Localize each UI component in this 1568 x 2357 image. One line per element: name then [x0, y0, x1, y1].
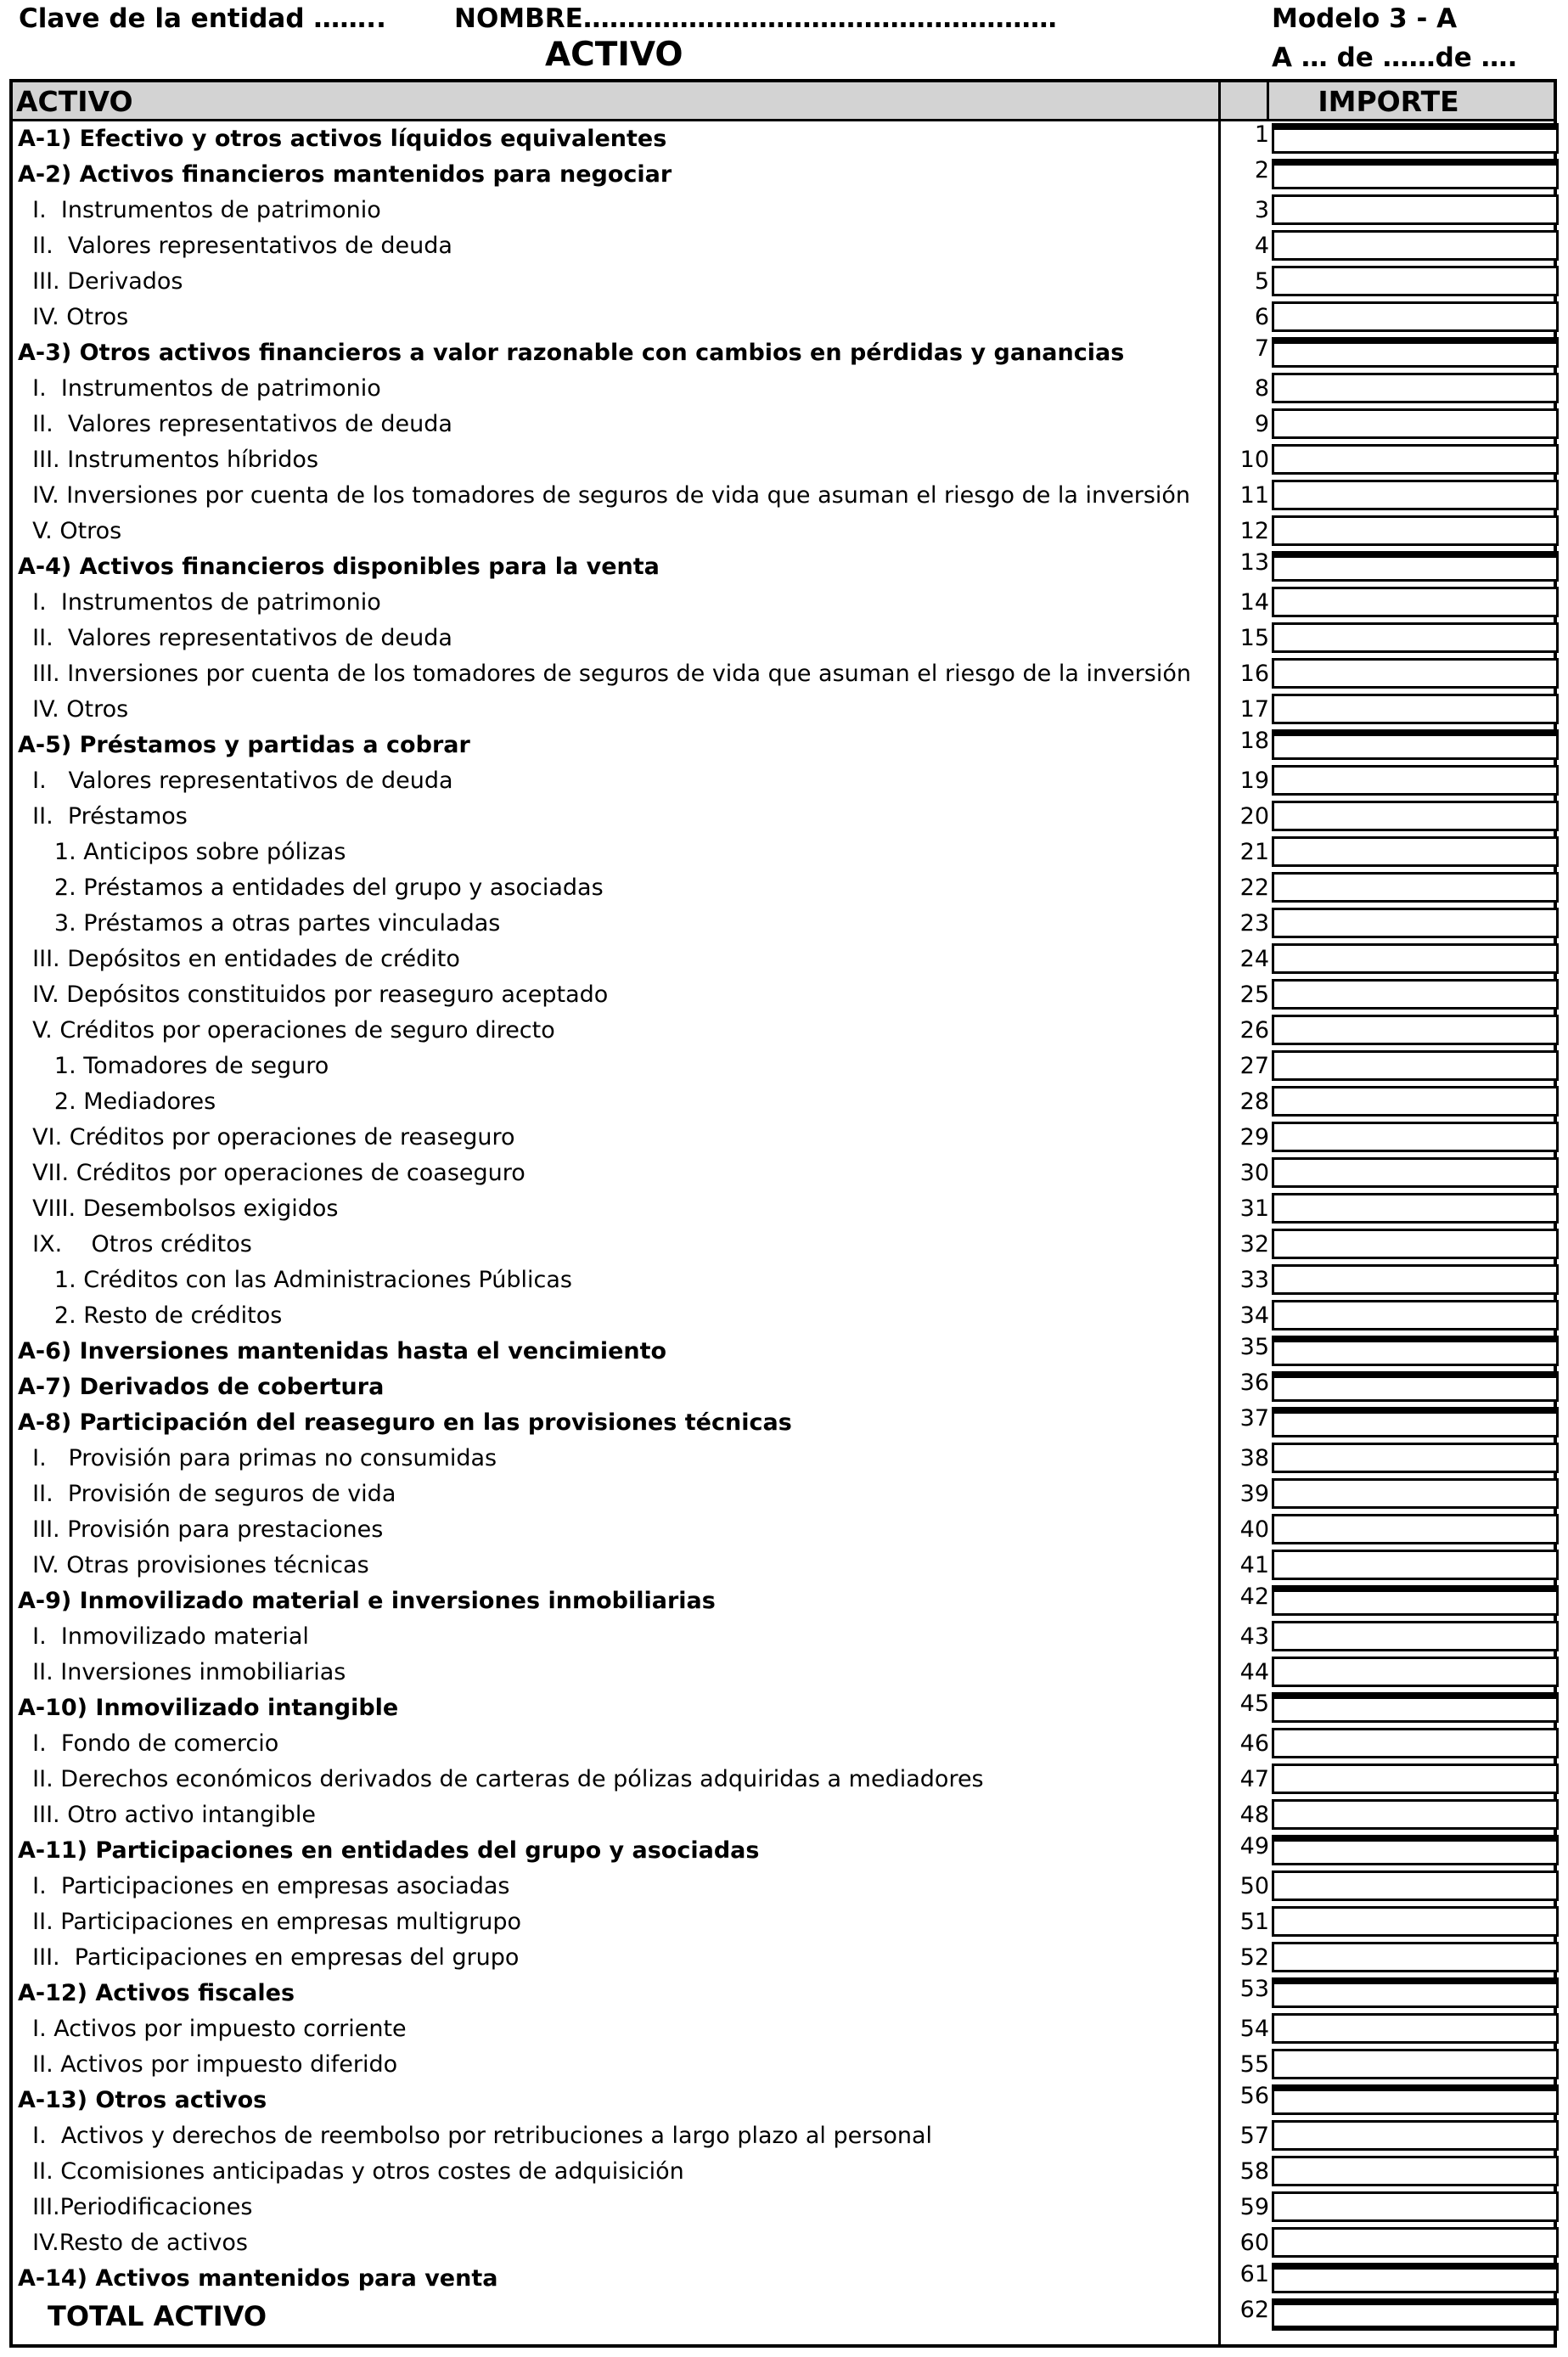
importe-input[interactable]	[1272, 408, 1559, 439]
table-row	[13, 157, 1554, 193]
importe-input[interactable]	[1272, 765, 1559, 796]
row-label: III. Inversiones por cuenta de los tomadores de seguros de vida que asuman el riesgo de la inversión	[18, 661, 1191, 687]
importe-input[interactable]	[1272, 1728, 1559, 1758]
table-row	[13, 1370, 1554, 1405]
row-number: 13	[1239, 549, 1269, 576]
importe-input[interactable]	[1272, 729, 1559, 760]
table-row	[13, 1726, 1554, 1762]
table-row	[13, 228, 1554, 264]
row-number: 2	[1254, 157, 1269, 183]
row-number: 16	[1239, 661, 1269, 687]
importe-input[interactable]	[1272, 2084, 1559, 2115]
table-row	[13, 1976, 1554, 2011]
row-label: A-6) Inversiones mantenidas hasta el vencimiento	[18, 1338, 667, 1364]
table-header	[13, 82, 1554, 121]
row-number: 44	[1239, 1659, 1269, 1685]
table-row	[13, 2011, 1554, 2047]
table-row	[13, 1904, 1554, 1940]
table-row	[13, 656, 1554, 692]
importe-input[interactable]	[1272, 2227, 1559, 2258]
table-row	[13, 1156, 1554, 1191]
row-label: IV. Otros	[18, 304, 129, 330]
importe-input[interactable]	[1272, 979, 1559, 1010]
importe-input[interactable]	[1272, 1835, 1559, 1865]
row-label: V. Otros	[18, 518, 122, 544]
row-label: II. Provisión de seguros de vida	[18, 1481, 396, 1507]
row-label: VI. Créditos por operaciones de reaseguro	[18, 1124, 515, 1150]
row-number: 60	[1239, 2230, 1269, 2256]
table-row	[13, 1120, 1554, 1156]
row-number: 32	[1239, 1231, 1269, 1257]
row-number: 36	[1239, 1370, 1269, 1396]
importe-input[interactable]	[1272, 1870, 1559, 1901]
table-row	[13, 1548, 1554, 1584]
column-header-activo: ACTIVO	[16, 85, 133, 118]
importe-input[interactable]	[1272, 1692, 1559, 1723]
importe-input[interactable]	[1272, 266, 1559, 296]
importe-input[interactable]	[1272, 1050, 1559, 1081]
table-row	[13, 977, 1554, 1013]
row-label: I. Provisión para primas no consumidas	[18, 1445, 497, 1471]
row-number: 17	[1239, 696, 1269, 723]
importe-input[interactable]	[1272, 373, 1559, 403]
importe-input[interactable]	[1272, 551, 1559, 582]
row-label: I. Fondo de comercio	[18, 1730, 279, 1757]
row-label: II. Derechos económicos derivados de carteras de pólizas adquiridas a mediadores	[18, 1766, 984, 1792]
row-label: A-9) Inmovilizado material e inversiones inmobiliarias	[18, 1588, 716, 1614]
table-row	[13, 2225, 1554, 2261]
table-row	[13, 1084, 1554, 1120]
importe-input[interactable]	[1272, 658, 1559, 689]
row-number: 55	[1239, 2051, 1269, 2078]
importe-input[interactable]	[1272, 908, 1559, 938]
table-row	[13, 692, 1554, 728]
importe-input[interactable]	[1272, 694, 1559, 724]
row-label: A-3) Otros activos financieros a valor razonable con cambios en pérdidas y ganancias	[18, 340, 1125, 366]
table-row	[13, 1013, 1554, 1049]
row-number: 18	[1239, 728, 1269, 754]
importe-input[interactable]	[1272, 1015, 1559, 1045]
row-number: 40	[1239, 1516, 1269, 1543]
importe-input[interactable]	[1272, 1300, 1559, 1330]
importe-input[interactable]	[1272, 301, 1559, 332]
row-label: I. Valores representativos de deuda	[18, 768, 453, 794]
row-number: 62	[1239, 2297, 1269, 2323]
importe-input[interactable]	[1272, 1443, 1559, 1473]
date-label: A … de ……de ….	[1272, 42, 1518, 73]
row-label: IV.Resto de activos	[18, 2230, 248, 2256]
row-label: I. Inmovilizado material	[18, 1623, 309, 1650]
importe-input[interactable]	[1272, 2013, 1559, 2044]
row-label: II. Participaciones en empresas multigrupo	[18, 1909, 522, 1935]
importe-input[interactable]	[1272, 1585, 1559, 1616]
table-body	[13, 121, 1554, 2339]
row-label: VII. Créditos por operaciones de coaseguro	[18, 1160, 525, 1186]
row-label: A-8) Participación del reaseguro en las provisiones técnicas	[18, 1409, 792, 1436]
table-row	[13, 1298, 1554, 1334]
row-number: 51	[1239, 1909, 1269, 1935]
importe-input[interactable]	[1272, 515, 1559, 546]
row-number: 52	[1239, 1944, 1269, 1971]
row-label: 2. Resto de créditos	[18, 1302, 283, 1329]
row-label: IV. Otras provisiones técnicas	[18, 1552, 369, 1578]
row-label: A-11) Participaciones en entidades del grupo y asociadas	[18, 1837, 760, 1864]
row-label: 2. Mediadores	[18, 1088, 216, 1115]
row-number: 54	[1239, 2016, 1269, 2042]
row-label: A-12) Activos fiscales	[18, 1980, 295, 2006]
row-label: IV. Otros	[18, 696, 129, 723]
table-row	[13, 2154, 1554, 2190]
table-row	[13, 335, 1554, 371]
table-row	[13, 442, 1554, 478]
table-row	[13, 1405, 1554, 1441]
table-row	[13, 407, 1554, 442]
table-row	[13, 1334, 1554, 1370]
importe-input[interactable]	[1272, 2263, 1559, 2293]
table-row	[13, 763, 1554, 799]
table-row	[13, 478, 1554, 514]
row-number: 47	[1239, 1766, 1269, 1792]
row-number: 11	[1239, 482, 1269, 509]
table-row	[13, 1619, 1554, 1655]
row-number: 29	[1239, 1124, 1269, 1150]
table-row	[13, 1227, 1554, 1263]
table-row	[13, 1441, 1554, 1477]
importe-input[interactable]	[1272, 1086, 1559, 1117]
importe-input[interactable]	[1272, 2191, 1559, 2222]
importe-input[interactable]	[1272, 1229, 1559, 1259]
row-label: II. Activos por impuesto diferido	[18, 2051, 398, 2078]
row-number: 8	[1254, 375, 1269, 402]
table-row	[13, 799, 1554, 835]
row-number: 23	[1239, 910, 1269, 937]
row-label: IV. Inversiones por cuenta de los tomadores de seguros de vida que asuman el riesgo de la inversión	[18, 482, 1191, 509]
row-label: A-4) Activos financieros disponibles para la venta	[18, 554, 660, 580]
row-label: II. Valores representativos de deuda	[18, 411, 452, 437]
table-row	[13, 835, 1554, 870]
table-row	[13, 2118, 1554, 2154]
row-number: 49	[1239, 1833, 1269, 1859]
importe-input[interactable]	[1272, 1122, 1559, 1152]
row-number: 10	[1239, 447, 1269, 473]
importe-input[interactable]	[1272, 1764, 1559, 1794]
row-number: 33	[1239, 1267, 1269, 1293]
table-row	[13, 906, 1554, 942]
row-number: 50	[1239, 1873, 1269, 1899]
row-label: I. Participaciones en empresas asociadas	[18, 1873, 510, 1899]
row-label: I. Instrumentos de patrimonio	[18, 375, 381, 402]
column-header-importe: IMPORTE	[1318, 85, 1459, 118]
importe-input[interactable]	[1272, 943, 1559, 974]
row-number: 59	[1239, 2194, 1269, 2220]
row-label: III. Provisión para prestaciones	[18, 1516, 384, 1543]
row-label: TOTAL ACTIVO	[48, 2300, 267, 2332]
importe-input[interactable]	[1272, 1407, 1559, 1437]
importe-input[interactable]	[1272, 1942, 1559, 1972]
table-row	[13, 1869, 1554, 1904]
table-row	[13, 621, 1554, 656]
importe-input[interactable]	[1272, 444, 1559, 475]
entity-key-label: Clave de la entidad ……..	[19, 3, 386, 34]
importe-input[interactable]	[1272, 801, 1559, 831]
table-row	[13, 121, 1554, 157]
row-number: 5	[1254, 268, 1269, 295]
table-row	[13, 1940, 1554, 1976]
row-number: 34	[1239, 1302, 1269, 1329]
importe-input[interactable]	[1272, 1621, 1559, 1651]
row-number: 4	[1254, 233, 1269, 259]
row-label: II. Préstamos	[18, 803, 188, 830]
table-row	[13, 870, 1554, 906]
row-number: 19	[1239, 768, 1269, 794]
row-number: 7	[1254, 335, 1269, 362]
row-number: 14	[1239, 589, 1269, 616]
row-number: 43	[1239, 1623, 1269, 1650]
importe-input[interactable]	[1272, 1657, 1559, 1687]
row-number: 56	[1239, 2083, 1269, 2109]
row-label: A-5) Préstamos y partidas a cobrar	[18, 732, 470, 758]
row-label: I. Instrumentos de patrimonio	[18, 197, 381, 223]
row-label: III.Periodificaciones	[18, 2194, 253, 2220]
row-label: 1. Anticipos sobre pólizas	[18, 839, 346, 865]
row-label: 2. Préstamos a entidades del grupo y asociadas	[18, 875, 604, 901]
row-label: A-2) Activos financieros mantenidos para negociar	[18, 161, 672, 188]
table-row	[13, 300, 1554, 335]
table-row	[13, 2047, 1554, 2083]
row-label: A-13) Otros activos	[18, 2087, 267, 2113]
importe-input[interactable]	[1272, 1550, 1559, 1580]
row-label: A-7) Derivados de cobertura	[18, 1374, 385, 1400]
table-row	[13, 1762, 1554, 1797]
row-label: I. Instrumentos de patrimonio	[18, 589, 381, 616]
importe-input[interactable]	[1272, 480, 1559, 510]
importe-input[interactable]	[1272, 230, 1559, 261]
importe-input[interactable]	[1272, 1906, 1559, 1937]
row-number: 35	[1239, 1334, 1269, 1360]
importe-input[interactable]	[1272, 1264, 1559, 1295]
row-number: 9	[1254, 411, 1269, 437]
importe-input[interactable]	[1272, 1157, 1559, 1188]
row-label: III. Participaciones en empresas del grupo	[18, 1944, 520, 1971]
row-label: III. Otro activo intangible	[18, 1802, 316, 1828]
importe-input[interactable]	[1272, 872, 1559, 903]
row-number: 24	[1239, 946, 1269, 972]
row-number: 46	[1239, 1730, 1269, 1757]
importe-input[interactable]	[1272, 1514, 1559, 1544]
row-label: V. Créditos por operaciones de seguro directo	[18, 1017, 555, 1043]
row-label: I. Activos por impuesto corriente	[18, 2016, 407, 2042]
row-label: I. Activos y derechos de reembolso por retribuciones a largo plazo al personal	[18, 2123, 933, 2149]
row-number: 12	[1239, 518, 1269, 544]
row-label: III. Depósitos en entidades de crédito	[18, 946, 460, 972]
row-number: 30	[1239, 1160, 1269, 1186]
importe-input[interactable]	[1272, 337, 1559, 368]
table-row	[13, 1797, 1554, 1833]
table-row	[13, 1049, 1554, 1084]
row-label: 1. Créditos con las Administraciones Públicas	[18, 1267, 572, 1293]
table-row	[13, 728, 1554, 763]
row-number: 48	[1239, 1802, 1269, 1828]
row-number: 53	[1239, 1976, 1269, 2002]
importe-input[interactable]	[1272, 836, 1559, 867]
row-number: 57	[1239, 2123, 1269, 2149]
row-label: 1. Tomadores de seguro	[18, 1053, 329, 1079]
table-row	[13, 942, 1554, 977]
row-number: 42	[1239, 1584, 1269, 1610]
importe-input[interactable]	[1272, 622, 1559, 653]
table-row	[13, 585, 1554, 621]
importe-input[interactable]	[1272, 587, 1559, 617]
table-row	[13, 264, 1554, 300]
row-label: III. Derivados	[18, 268, 183, 295]
row-label: II. Valores representativos de deuda	[18, 625, 452, 651]
row-label: II. Valores representativos de deuda	[18, 233, 452, 259]
row-label: 3. Préstamos a otras partes vinculadas	[18, 910, 501, 937]
row-number: 25	[1239, 982, 1269, 1008]
table-row	[13, 1263, 1554, 1298]
importe-input[interactable]	[1272, 2120, 1559, 2151]
table-row	[13, 514, 1554, 549]
table-row	[13, 2190, 1554, 2225]
table-row	[13, 371, 1554, 407]
row-label: VIII. Desembolsos exigidos	[18, 1195, 339, 1222]
balance-form	[9, 79, 1557, 2348]
importe-input[interactable]	[1272, 2298, 1559, 2331]
entity-name-label: NOMBRE………………………………………………	[454, 3, 1057, 34]
row-number: 1	[1254, 121, 1269, 148]
row-number: 28	[1239, 1088, 1269, 1115]
table-row	[13, 549, 1554, 585]
row-label: III. Instrumentos híbridos	[18, 447, 319, 473]
importe-input[interactable]	[1272, 194, 1559, 225]
row-number: 38	[1239, 1445, 1269, 1471]
importe-input[interactable]	[1272, 1977, 1559, 2008]
table-row	[13, 1584, 1554, 1619]
table-row	[13, 1690, 1554, 1726]
importe-input[interactable]	[1272, 1799, 1559, 1830]
table-row	[13, 2083, 1554, 2118]
row-number: 20	[1239, 803, 1269, 830]
row-label: A-10) Inmovilizado intangible	[18, 1695, 399, 1721]
importe-input[interactable]	[1272, 159, 1559, 189]
table-row	[13, 2261, 1554, 2297]
row-number: 15	[1239, 625, 1269, 651]
importe-input[interactable]	[1272, 1336, 1559, 1366]
row-number: 45	[1239, 1690, 1269, 1717]
importe-input[interactable]	[1272, 1371, 1559, 1402]
row-number: 61	[1239, 2261, 1269, 2287]
row-label: IX. Otros créditos	[18, 1231, 252, 1257]
row-label: A-14) Activos mantenidos para venta	[18, 2265, 498, 2292]
page-title: ACTIVO	[545, 36, 683, 74]
row-number: 31	[1239, 1195, 1269, 1222]
row-number: 58	[1239, 2158, 1269, 2185]
table-row	[13, 1833, 1554, 1869]
row-number: 22	[1239, 875, 1269, 901]
importe-input[interactable]	[1272, 1193, 1559, 1224]
row-label: A-1) Efectivo y otros activos líquidos equivalentes	[18, 126, 667, 152]
row-label: IV. Depósitos constituidos por reaseguro aceptado	[18, 982, 609, 1008]
table-row	[13, 1191, 1554, 1227]
table-row	[13, 1512, 1554, 1548]
importe-input[interactable]	[1272, 2049, 1559, 2079]
importe-input[interactable]	[1272, 1478, 1559, 1509]
row-label: II. Ccomisiones anticipadas y otros costes de adquisición	[18, 2158, 684, 2185]
row-number: 27	[1239, 1053, 1269, 1079]
total-row	[13, 2297, 1554, 2339]
row-number: 6	[1254, 304, 1269, 330]
table-row	[13, 1655, 1554, 1690]
row-number: 41	[1239, 1552, 1269, 1578]
row-number: 37	[1239, 1405, 1269, 1432]
table-row	[13, 1477, 1554, 1512]
row-number: 21	[1239, 839, 1269, 865]
row-number: 26	[1239, 1017, 1269, 1043]
row-label: II. Inversiones inmobiliarias	[18, 1659, 346, 1685]
table-row	[13, 193, 1554, 228]
importe-input[interactable]	[1272, 123, 1559, 154]
importe-input[interactable]	[1272, 2156, 1559, 2186]
model-label: Modelo 3 - A	[1272, 3, 1458, 34]
row-number: 3	[1254, 197, 1269, 223]
row-number: 39	[1239, 1481, 1269, 1507]
